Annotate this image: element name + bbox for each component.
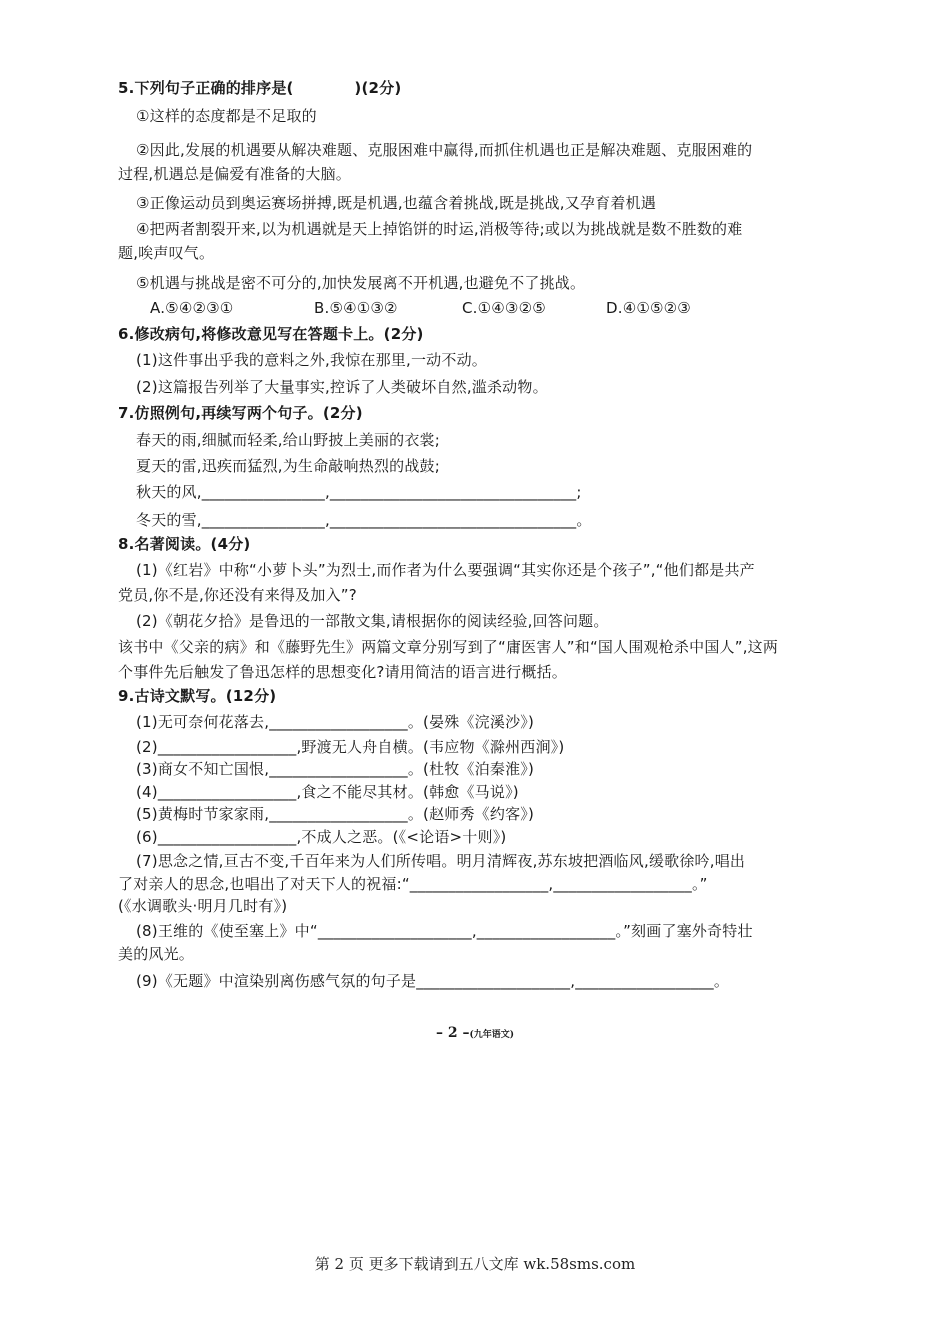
q7-title: 7.仿照例句,再续写两个句子。(2分) (118, 404, 363, 422)
q9-item-8a: (8)王维的《使至塞上》中“____________________,__________________。”刻画了塞外奇特壮 (136, 922, 753, 940)
q8-item-1a: (1)《红岩》中称“小萝卜头”为烈士,而作者为什么要强调“其实你还是个孩子”,“他们都是共产 (136, 561, 755, 579)
page-footer (0, 1025, 950, 1041)
q8-item-2a: 该书中《父亲的病》和《藤野先生》两篇文章分别写到了“庸医害人”和“国人围观枪杀中国人”,这两 (118, 638, 779, 656)
q5-sentence-1: ①这样的态度都是不足取的 (136, 107, 317, 125)
q9-item-7b: 了对亲人的思念,也唱出了对天下人的祝福:“__________________,__________________。” (118, 875, 708, 893)
page-number: – 2 – (435, 1025, 470, 1041)
q8-item-2b: 个事件先后触发了鲁迅怎样的思想变化?请用简洁的语言进行概括。 (118, 663, 567, 681)
q9-item-1: (1)无可奈何花落去,__________________。(晏殊《浣溪沙》) (136, 713, 535, 731)
q5-sentence-3: ③正像运动员到奥运赛场拼搏,既是机遇,也蕴含着挑战,既是挑战,又孕育着机遇 (136, 194, 656, 212)
q9-item-7a: (7)思念之情,亘古不变,千百年来为人们所传唱。明月清辉夜,苏东坡把酒临风,缓歌徐吟,唱出 (136, 852, 746, 870)
q6-item-1: (1)这件事出乎我的意料之外,我惊在那里,一动不动。 (136, 351, 487, 369)
q6-item-2: (2)这篇报告列举了大量事实,控诉了人类破坏自然,滥杀动物。 (136, 378, 548, 396)
q5-option-a: A.⑤④②③① (150, 299, 234, 317)
q9-title: 9.古诗文默写。(12分) (118, 687, 277, 705)
grade-label: (九年语文) (469, 1030, 515, 1040)
q5-sentence-2a: ②因此,发展的机遇要从解决难题、克服困难中赢得,而抓住机遇也正是解决难题、克服困难的 (136, 141, 753, 159)
q9-item-3: (3)商女不知亡国恨,__________________。(杜牧《泊秦淮》) (136, 760, 535, 778)
q5-sentence-5: ⑤机遇与挑战是密不可分的,加快发展离不开机遇,也避免不了挑战。 (136, 274, 586, 292)
q5-options (0, 298, 950, 318)
q9-item-7c: (《水调歌头·明月几时有》) (118, 897, 288, 915)
q9-item-4: (4)__________________,食之不能尽其材。(韩愈《马说》) (136, 783, 519, 801)
q6-title: 6.修改病句,将修改意见写在答题卡上。(2分) (118, 325, 424, 343)
q8-item-2: (2)《朝花夕拾》是鲁迅的一部散文集,请根据你的阅读经验,回答问题。 (136, 612, 609, 630)
q7-example-1: 春天的雨,细腻而轻柔,给山野披上美丽的衣裳; (136, 431, 440, 449)
q9-item-6: (6)__________________,不成人之恶。(《<论语>十则》) (136, 828, 507, 846)
q8-item-1b: 党员,你不是,你还没有来得及加入”? (118, 586, 357, 604)
q5-sentence-2b: 过程,机遇总是偏爱有准备的大脑。 (118, 165, 351, 183)
q9-item-5: (5)黄梅时节家家雨,__________________。(赵师秀《约客》) (136, 805, 535, 823)
q5-option-b: B.⑤④①③② (314, 299, 398, 317)
q5-sentence-4a: ④把两者割裂开来,以为机遇就是天上掉馅饼的时运,消极等待;或以为挑战就是数不胜数的难 (136, 220, 743, 238)
q7-blank-1: 秋天的风,________________,________________________________; (136, 483, 582, 501)
download-note: 第 2 页 更多下载请到五八文库 wk.58sms.com (314, 1255, 636, 1273)
q7-example-2: 夏天的雷,迅疾而猛烈,为生命敲响热烈的战鼓; (136, 457, 440, 475)
q9-item-2: (2)__________________,野渡无人舟自横。(韦应物《滁州西涧》) (136, 738, 565, 756)
q5-option-d: D.④①⑤②③ (606, 299, 691, 317)
q8-title: 8.名著阅读。(4分) (118, 535, 251, 553)
q5-option-c: C.①④③②⑤ (462, 299, 546, 317)
q7-blank-2: 冬天的雪,________________,________________________________。 (136, 511, 592, 529)
q9-item-9: (9)《无题》中渲染别离伤感气氛的句子是____________________,__________________。 (136, 972, 730, 990)
q5-sentence-4b: 题,唉声叹气。 (118, 244, 215, 262)
q9-item-8b: 美的风光。 (118, 945, 195, 963)
q5-title: 5.下列句子正确的排序是( )(2分) (118, 79, 402, 97)
